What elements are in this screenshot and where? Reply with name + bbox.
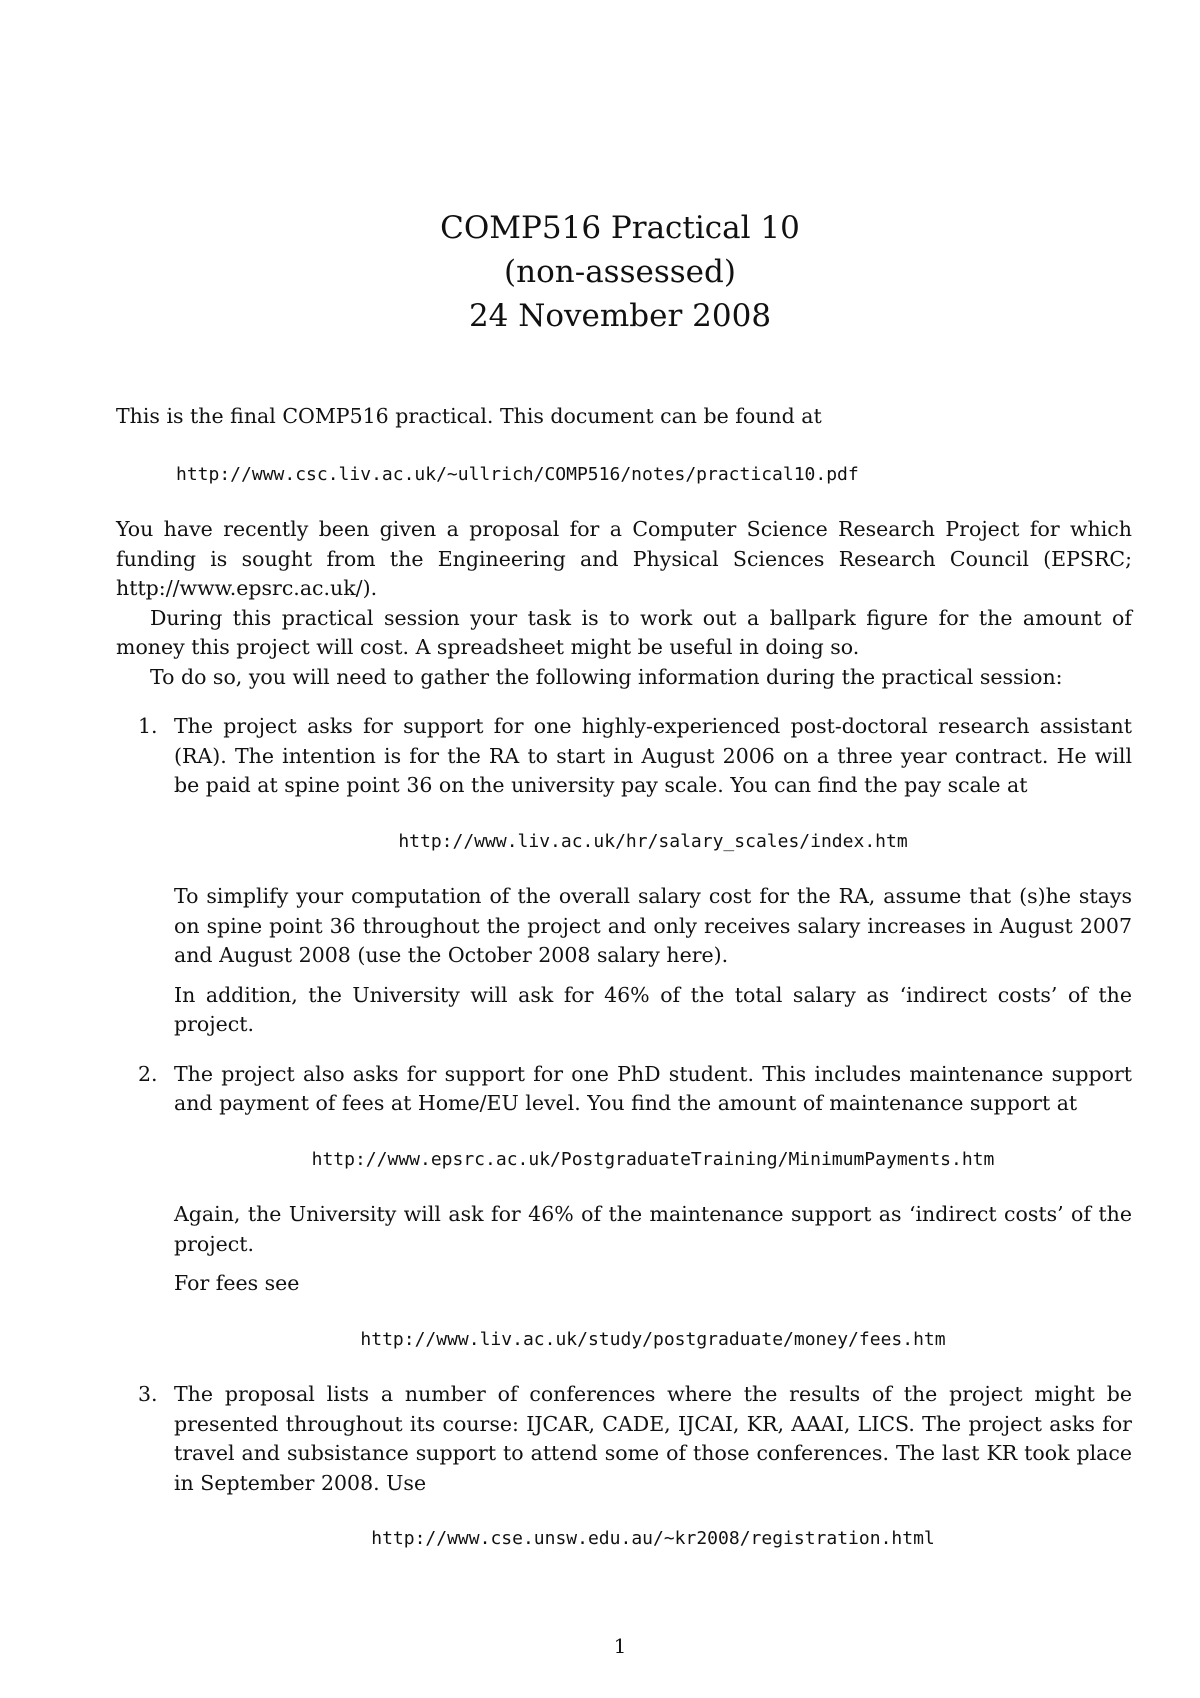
intro-paragraph: This is the final COMP516 practical. This document can be found at — [116, 404, 822, 428]
list-number: 2. — [138, 1061, 158, 1086]
list-item-ra — [116, 712, 1132, 1040]
document-title — [0, 206, 1200, 338]
list-item-note: In addition, the University will ask for 46% of the total salary as ‘indirect costs’ of the project. — [174, 982, 1132, 1036]
list-number: 3. — [138, 1382, 158, 1406]
document-body — [116, 402, 1132, 1580]
practical-url-link[interactable]: http://www.csc.liv.ac.uk/~ullrich/COMP516/notes/practical10.pdf — [176, 463, 859, 485]
list-item-phd — [116, 1060, 1132, 1355]
list-item-text: The proposal lists a number of conferences where the results of the project might be presented throughout its course: IJCAR, CADE, IJCAI, KR, AAAI, LICS. The project asks for travel and subsistance support to attend some of those conferences. The last KR took place in September 2008. Use — [174, 1382, 1132, 1495]
list-item-note: For fees see — [174, 1271, 300, 1295]
proposal-paragraph: You have recently been given a proposal for a Computer Science Research Project for which funding is sought from the Engineering and Physical Sciences Research Council (EPSRC; http://www.epsrc.ac.uk/). — [116, 517, 1132, 600]
list-item-note: Again, the University will ask for 46% of the maintenance support as ‘indirect costs’ of the project. — [174, 1202, 1132, 1256]
kr2008-registration-link[interactable]: http://www.cse.unsw.edu.au/~kr2008/registration.html — [371, 1528, 935, 1549]
title-line-status: (non-assessed) — [504, 254, 736, 290]
fees-link[interactable]: http://www.liv.ac.uk/study/postgraduate/money/fees.htm — [360, 1328, 946, 1350]
list-item-conferences — [116, 1380, 1132, 1554]
list-item-text: The project asks for support for one highly-experienced post-doctoral research assistant (RA). The intention is for the RA to start in August 2006 on a three year contract. He will be paid at spine point 36 on the university pay scale. You can find the pay scale at — [174, 714, 1132, 797]
title-line-date: 24 November 2008 — [468, 298, 772, 334]
list-number: 1. — [138, 714, 158, 738]
page-number: 1 — [613, 1634, 627, 1658]
task-paragraph: During this practical session your task is to work out a ballpark figure for the amount of money this project will cost. A spreadsheet might be useful in doing so. — [116, 605, 1132, 659]
list-item-note: To simplify your computation of the overall salary cost for the RA, assume that (s)he stays on spine point 36 throughout the project and only receives salary increases in August 2007 and August 2008 (use the October 2008 salary here). — [174, 884, 1132, 967]
title-line-course: COMP516 Practical 10 — [440, 210, 800, 246]
salary-scales-link[interactable]: http://www.liv.ac.uk/hr/salary_scales/index.htm — [398, 830, 908, 852]
minimum-payments-link[interactable]: http://www.epsrc.ac.uk/PostgraduateTraining/MinimumPayments.htm — [311, 1148, 995, 1170]
list-item-text: The project also asks for support for one PhD student. This includes maintenance support and payment of fees at Home/EU level. You find the amount of maintenance support at — [174, 1061, 1132, 1115]
gather-paragraph: To do so, you will need to gather the following information during the practical session: — [150, 664, 1063, 689]
